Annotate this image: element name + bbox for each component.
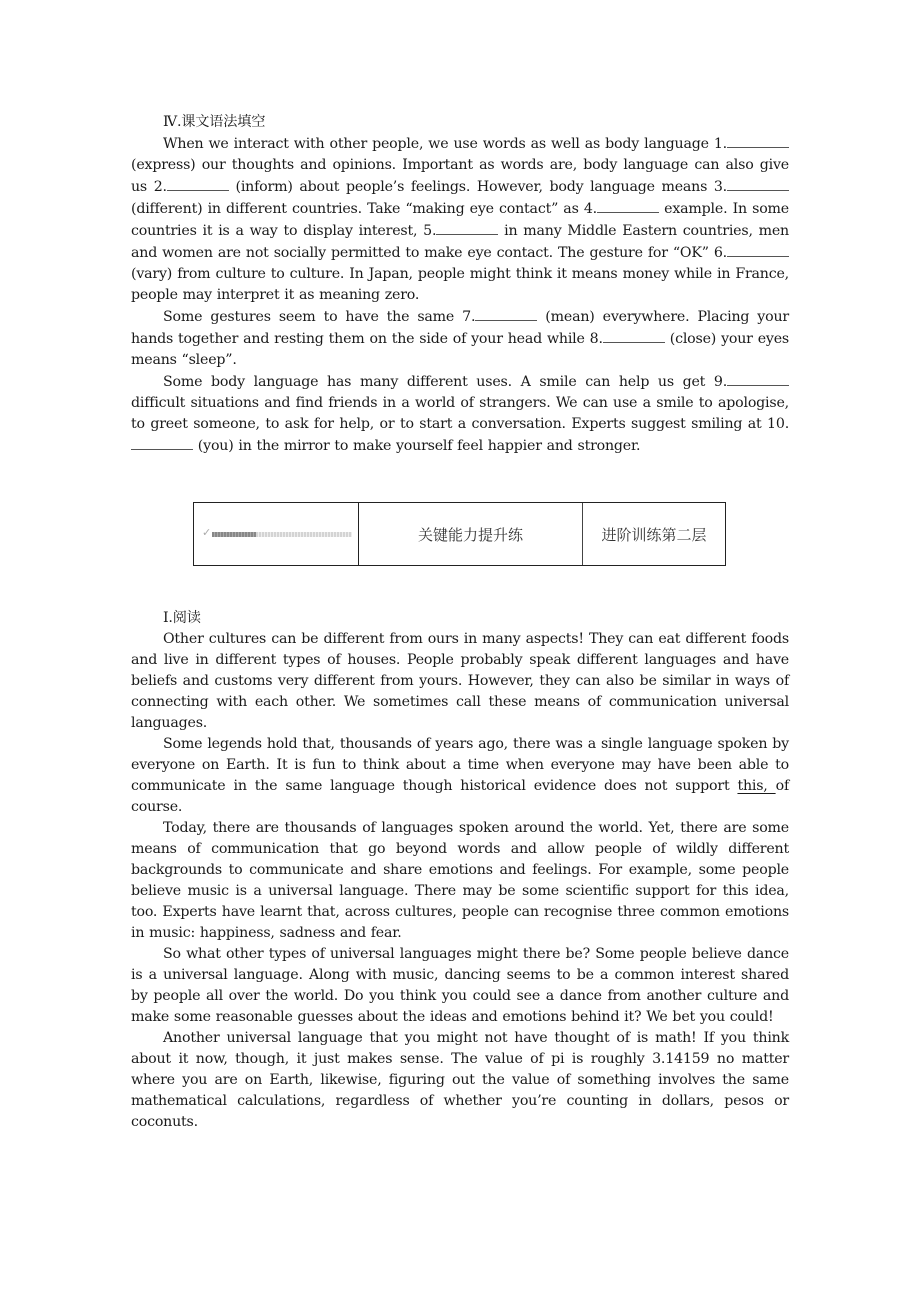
section-heading-grammar-fill: Ⅳ.课文语法填空 — [163, 114, 266, 130]
check-icon: ✓ — [202, 526, 212, 539]
reading-paragraph-1: Other cultures can be different from ours in many aspects! They can eat different foods and live in different types of houses. People probably speak different languages and have beliefs and customs very different from yours. However, they can also be similar in ways of connecting with each other. We sometimes call these means of communication universal languages. — [131, 631, 789, 731]
reading-paragraph-3: Today, there are thousands of languages spoken around the world. Yet, there are some means of communication that go beyond words and allow people of wildly different backgrounds to communicate and share emotions and feelings. For example, some people believe music is a universal language. There may be some scientific support for this idea, too. Experts have learnt that, across cultures, people can recognise three common emotions in music: happiness, sadness and fear. — [131, 820, 789, 941]
blank-5[interactable] — [436, 220, 498, 235]
blank-3[interactable] — [727, 176, 789, 191]
blank-6[interactable] — [727, 242, 789, 257]
section-heading-reading: Ⅰ.阅读 — [163, 610, 201, 626]
blank-8[interactable] — [603, 328, 665, 343]
blank-2[interactable] — [167, 176, 229, 191]
banner-level: 进阶训练第二层 — [601, 525, 707, 544]
blank-9[interactable] — [727, 371, 789, 386]
cloze-paragraph-3: Some body language has many different uses. A smile can help us get 9. difficult situations and find friends in a world of strangers. We can use a smile to apologise, to greet someone, to ask for help, or to start a conversation. Experts suggest smiling at 10. (you) in the mirror to make yourself feel happier and stronger. — [131, 371, 789, 457]
cloze-paragraph-2: Some gestures seem to have the same 7. (mean) everywhere. Placing your hands together and resting them on the side of your head while 8. (close) your eyes means “sleep”. — [131, 306, 789, 371]
reading-paragraph-5: Another universal language that you might not have thought of is math! If you think about it now, though, it just makes sense. The value of pi is roughly 3.14159 no matter where you are on Earth, likewise, figuring out the value of something involves the same mathematical calculations, regardless of whether you’re counting in dollars, pesos or coconuts. — [131, 1030, 789, 1130]
banner-icon-cell — [194, 503, 359, 565]
document-page — [131, 112, 789, 1133]
progress-bar-icon — [202, 526, 352, 539]
blank-4[interactable] — [597, 198, 659, 213]
reading-paragraph-2: Some legends hold that, thousands of years ago, there was a single language spoken by everyone on Earth. It is fun to think about a time when everyone may have been able to communicate in the same language though historical evidence does not support this, of course. — [131, 736, 790, 815]
reading-paragraph-4: So what other types of universal languages might there be? Some people believe dance is a universal language. Along with music, dancing seems to be a common interest shared by people all over the world. Do you think you could see a dance from another culture and make some reasonable guesses about the ideas and emotions behind it? We bet you could! — [131, 946, 789, 1025]
blank-1[interactable] — [727, 133, 789, 148]
banner-title: 关键能力提升练 — [359, 503, 583, 565]
section-banner-table — [193, 502, 726, 566]
blank-10[interactable] — [131, 435, 193, 450]
cloze-paragraph-1: When we interact with other people, we use words as well as body language 1. (express) our thoughts and opinions. Important as words are, body language can also give us 2. (inform) about people’s feelings. However, body language means 3. (different) in different countries. Take “making eye contact” as 4. example. In some countries it is a way to display interest, 5. in many Middle Eastern countries, men and women are not socially permitted to make eye contact. The gesture for “OK” 6. (vary) from culture to culture. In Japan, people might think it means money while in France, people may interpret it as meaning zero. — [131, 133, 789, 306]
underlined-phrase: this, — [737, 778, 776, 794]
blank-7[interactable] — [475, 306, 537, 321]
